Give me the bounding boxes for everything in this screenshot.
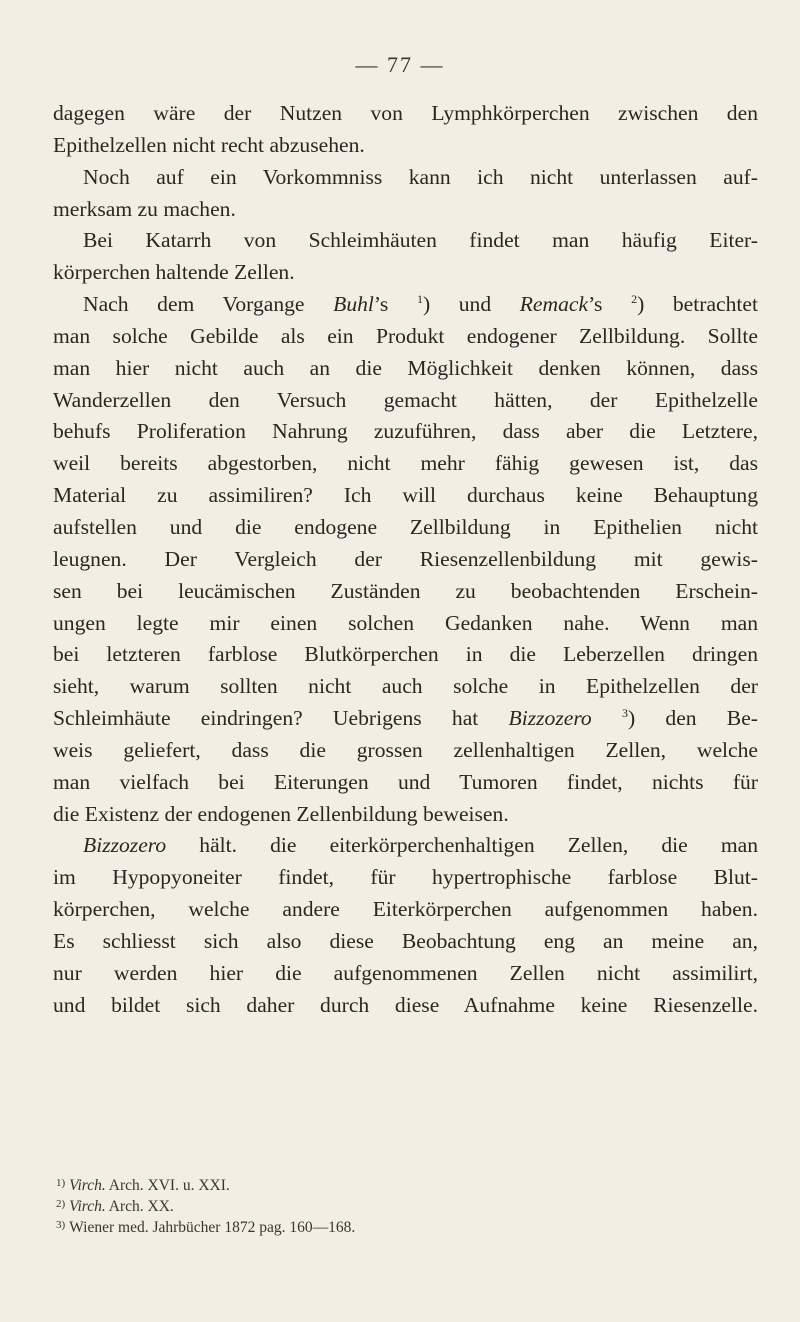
text-line: behufs Proliferation Nahrung zuzuführen, dass aber die Letztere, (53, 419, 758, 444)
footnote (56, 1194, 656, 1215)
footnote-mark: 1) (56, 1177, 66, 1189)
footnote-mark: 2) (56, 1198, 66, 1210)
text-line: die Existenz der endogenen Zellenbildung beweisen. (53, 801, 509, 826)
footnote-text: Virch. Arch. XX. (69, 1198, 174, 1215)
text-line: sieht, warum sollten nicht auch solche in Epithelzellen der (53, 674, 758, 699)
text-line: man hier nicht auch an die Möglichkeit denken können, dass (53, 355, 758, 380)
text-line: leugnen. Der Vergleich der Riesenzellenbildung mit gewis- (53, 546, 758, 571)
text-line: bei letzteren farblose Blutkörperchen in die Leberzellen dringen (53, 642, 758, 667)
text-line: merksam zu machen. (53, 196, 236, 221)
text-line: Bizzozero hält. die eiterkörperchenhaltigen Zellen, die man (83, 833, 758, 858)
footnotes (56, 1173, 656, 1236)
text-line: Es schliesst sich also diese Beobachtung eng an meine an, (53, 928, 758, 953)
text-line: körperchen, welche andere Eiterkörperchen aufgenommen haben. (53, 897, 758, 922)
text-line: aufstellen und die endogene Zellbildung in Epithelien nicht (53, 514, 758, 539)
text-line: man solche Gebilde als ein Produkt endogener Zellbildung. Sollte (53, 323, 758, 348)
text-line: ungen legte mir einen solchen Gedanken nahe. Wenn man (53, 610, 758, 635)
text-line: sen bei leucämischen Zuständen zu beobachtenden Erschein- (53, 578, 758, 603)
text-line: Nach dem Vorgange Buhl’s $^1$) und Remack’s $^2$) betrachtet (83, 291, 758, 317)
text-line: körperchen haltende Zellen. (53, 260, 295, 285)
text-line: Bei Katarrh von Schleimhäuten findet man häufig Eiter- (83, 228, 758, 253)
text-line: nur werden hier die aufgenommenen Zellen nicht assimilirt, (53, 960, 758, 985)
footnote-text: Virch. Arch. XVI. u. XXI. (69, 1177, 230, 1194)
text-line: Wanderzellen den Versuch gemacht hätten, der Epithelzelle (53, 387, 758, 412)
body-text (53, 98, 758, 1021)
text-line: weil bereits abgestorben, nicht mehr fähig gewesen ist, das (53, 451, 758, 476)
text-line: Material zu assimiliren? Ich will durchaus keine Behauptung (53, 483, 758, 508)
text-line: im Hypopyoneiter findet, für hypertrophische farblose Blut- (53, 865, 758, 890)
footnote-text: Wiener med. Jahrbücher 1872 pag. 160—168. (69, 1219, 356, 1236)
footnote (56, 1173, 656, 1194)
text-line: dagegen wäre der Nutzen von Lymphkörperchen zwischen den (53, 101, 758, 125)
text-line: und bildet sich daher durch diese Aufnahme keine Riesenzelle. (53, 992, 758, 1017)
text-line: weis geliefert, dass die grossen zellenhaltigen Zellen, welche (53, 737, 758, 762)
text-line: Noch auf ein Vorkommniss kann ich nicht unterlassen auf- (83, 164, 758, 189)
text-line: Schleimhäute eindringen? Uebrigens hat Bizzozero $^3$) den Be- (53, 705, 758, 731)
page-number: — 77 — (355, 52, 445, 77)
footnote-mark: 3) (56, 1219, 66, 1231)
footnote (56, 1215, 656, 1236)
text-line: man vielfach bei Eiterungen und Tumoren findet, nichts für (53, 769, 758, 794)
text-line: Epithelzellen nicht recht abzusehen. (53, 132, 365, 157)
